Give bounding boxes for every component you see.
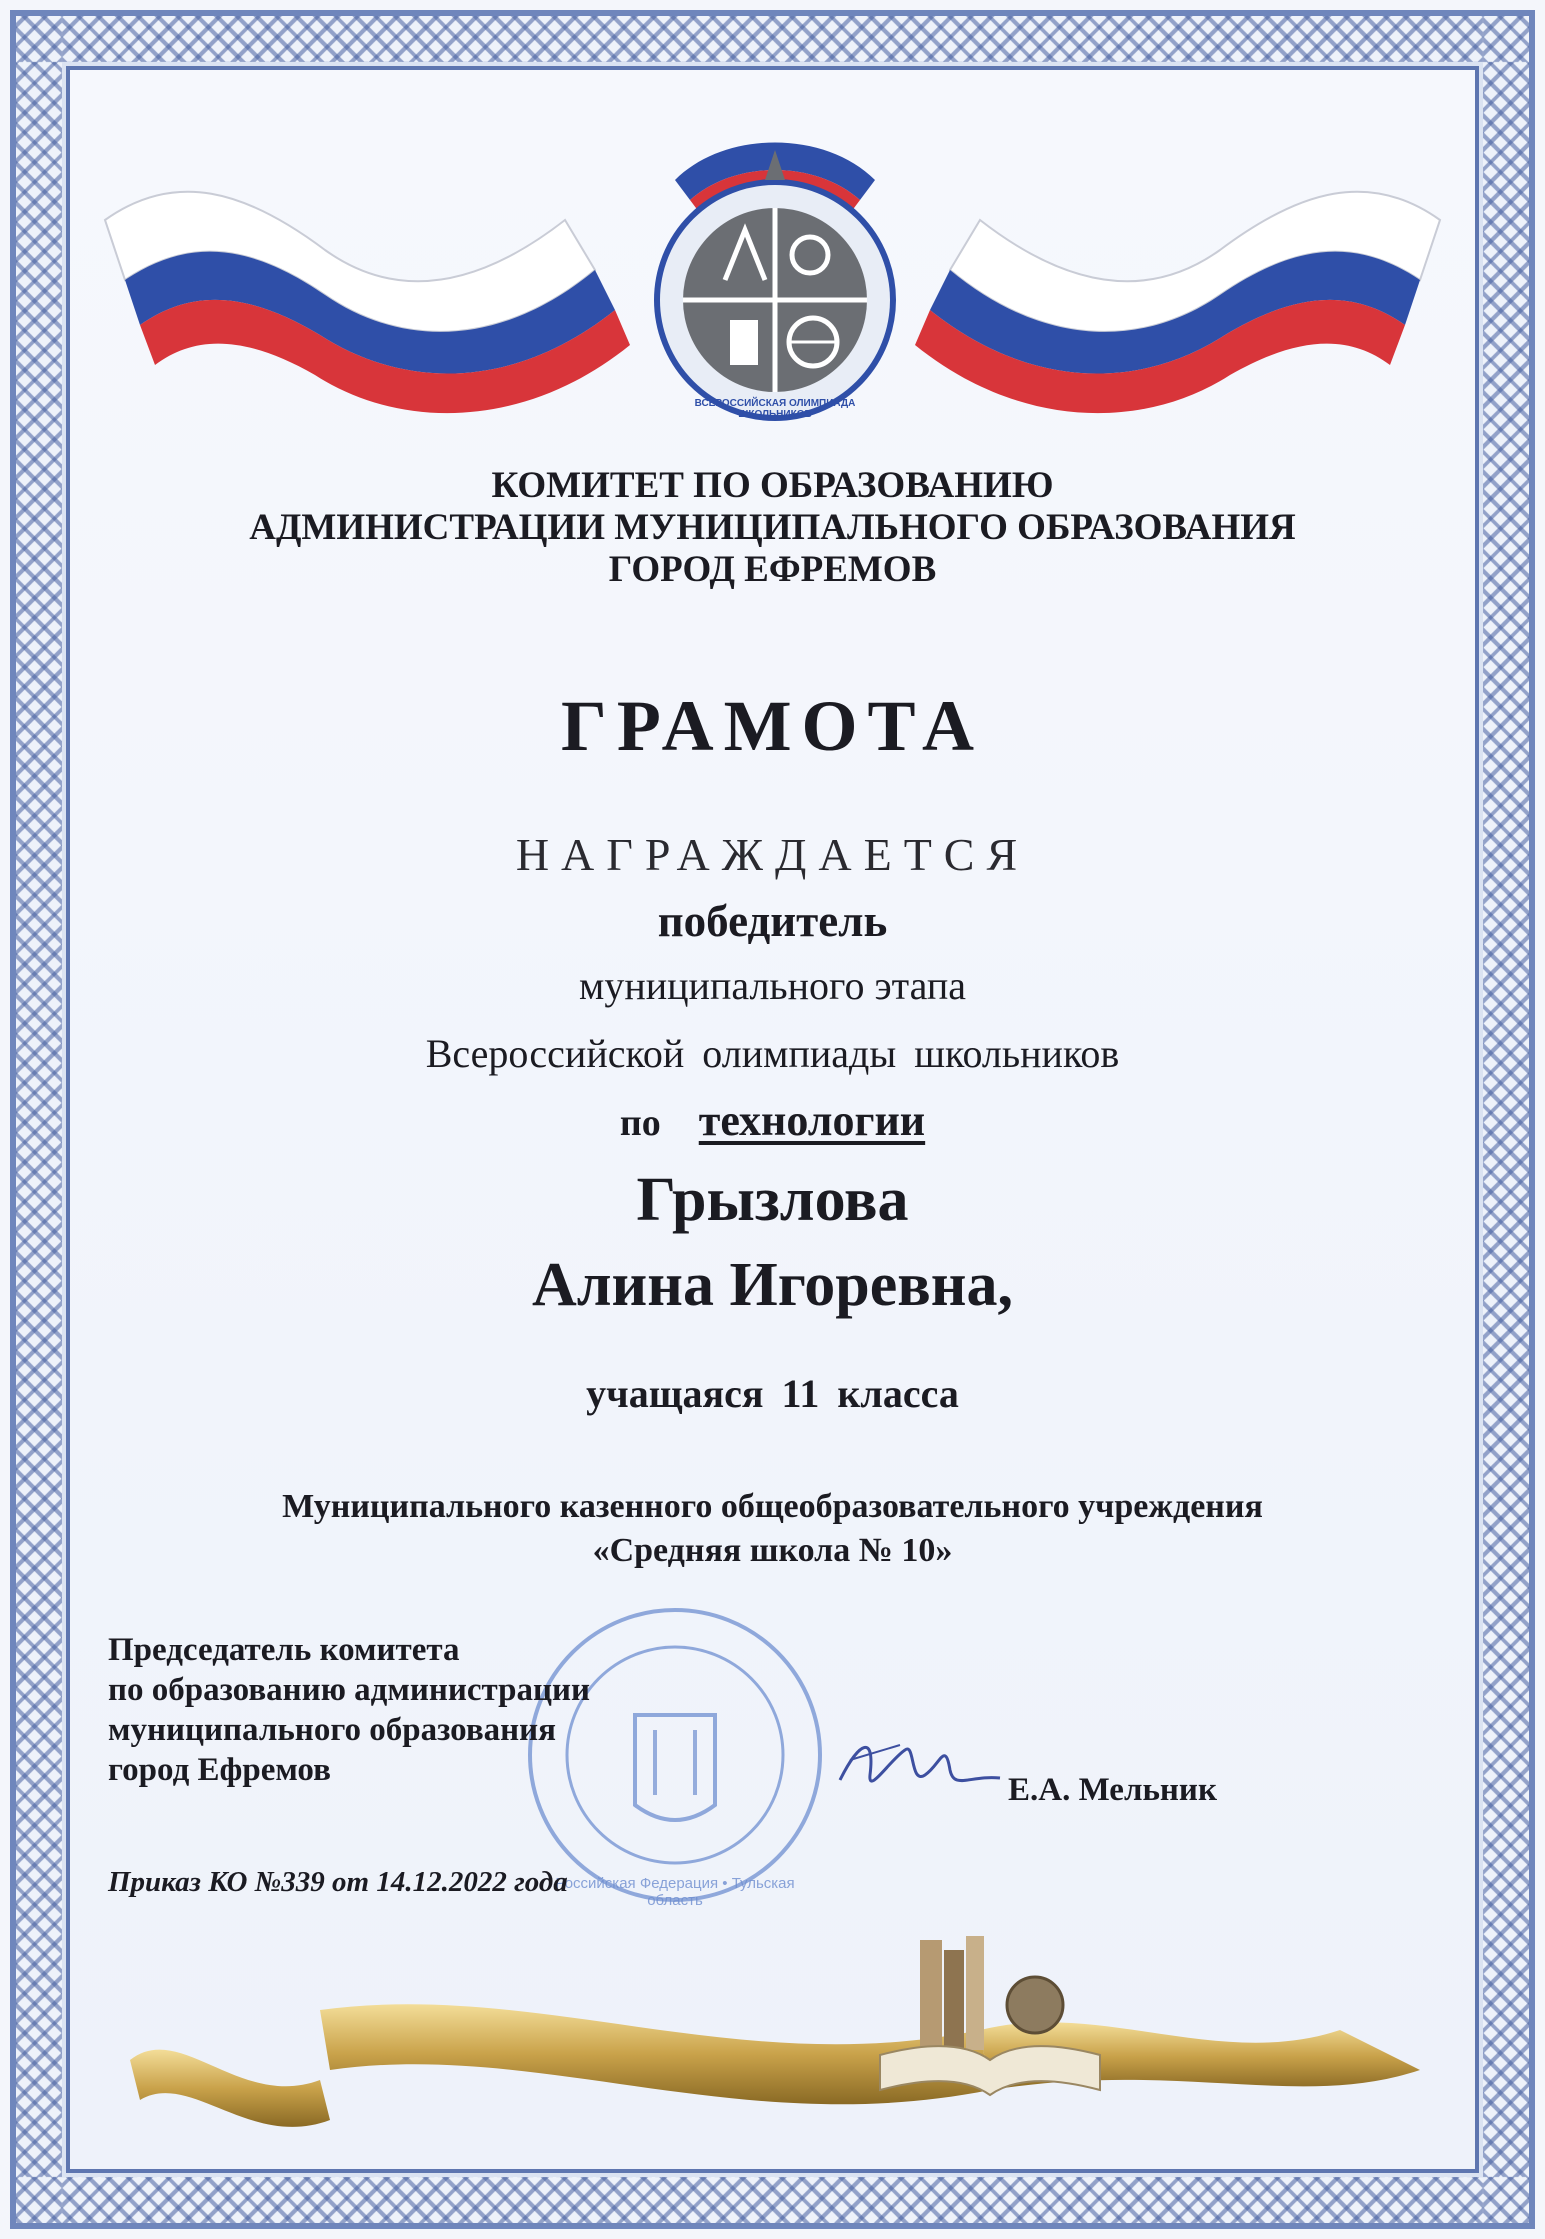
olympiad-label: Всероссийской олимпиады школьников (425, 1031, 1120, 1076)
committee-line-3: ГОРОД ЕФРЕМОВ (608, 549, 937, 590)
awarded-label: НАГРАЖДАЕТСЯ (515, 829, 1030, 880)
school-line-2: «Средняя школа № 10» (592, 1532, 953, 1569)
stamp-ring-text: Российская Федерация • Тульская область (555, 1875, 795, 1909)
emblem-ring-text: ВСЕРОССИЙСКАЯ ОЛИМПИАДА ШКОЛЬНИКОВ (694, 398, 856, 420)
gold-ribbon (120, 1960, 1430, 2150)
right-flag-ribbon (890, 130, 1450, 380)
signatory-line-2: по образованию администрации (108, 1672, 591, 1708)
signatory-line-3: муниципального образования (108, 1712, 557, 1748)
olympiad-emblem (645, 120, 905, 420)
certificate-title: ГРАМОТА (561, 686, 984, 766)
order-reference: Приказ КО №339 от 14.12.2022 года (108, 1866, 568, 1898)
signatory-line-4: город Ефремов (108, 1752, 331, 1788)
signatory-line-1: Председатель комитета (108, 1632, 460, 1668)
committee-line-2: АДМИНИСТРАЦИИ МУНИЦИПАЛЬНОГО ОБРАЗОВАНИЯ (249, 507, 1296, 548)
winner-label: победитель (657, 896, 888, 946)
committee-header (0, 465, 1545, 591)
left-flag-ribbon (95, 130, 655, 380)
school-block (0, 1485, 1545, 1573)
recipient-name: Алина Игоревна, (531, 1251, 1014, 1319)
handwritten-signature (830, 1720, 1010, 1810)
subject-line (0, 1095, 1545, 1146)
signatory-name: Е.А. Мельник (1008, 1772, 1217, 1808)
committee-line-1: КОМИТЕТ ПО ОБРАЗОВАНИЮ (491, 465, 1054, 506)
books-illustration (860, 1930, 1120, 2100)
school-line-1: Муниципального казенного общеобразовательного учреждения (282, 1488, 1263, 1525)
student-grade: учащаяся 11 класса (586, 1371, 959, 1416)
subject-prefix: по (619, 1102, 661, 1144)
recipient-surname: Грызлова (636, 1166, 909, 1234)
subject-name: технологии (698, 1096, 926, 1145)
stage-label: муниципального этапа (579, 963, 966, 1008)
signatory-title (108, 1630, 590, 1790)
